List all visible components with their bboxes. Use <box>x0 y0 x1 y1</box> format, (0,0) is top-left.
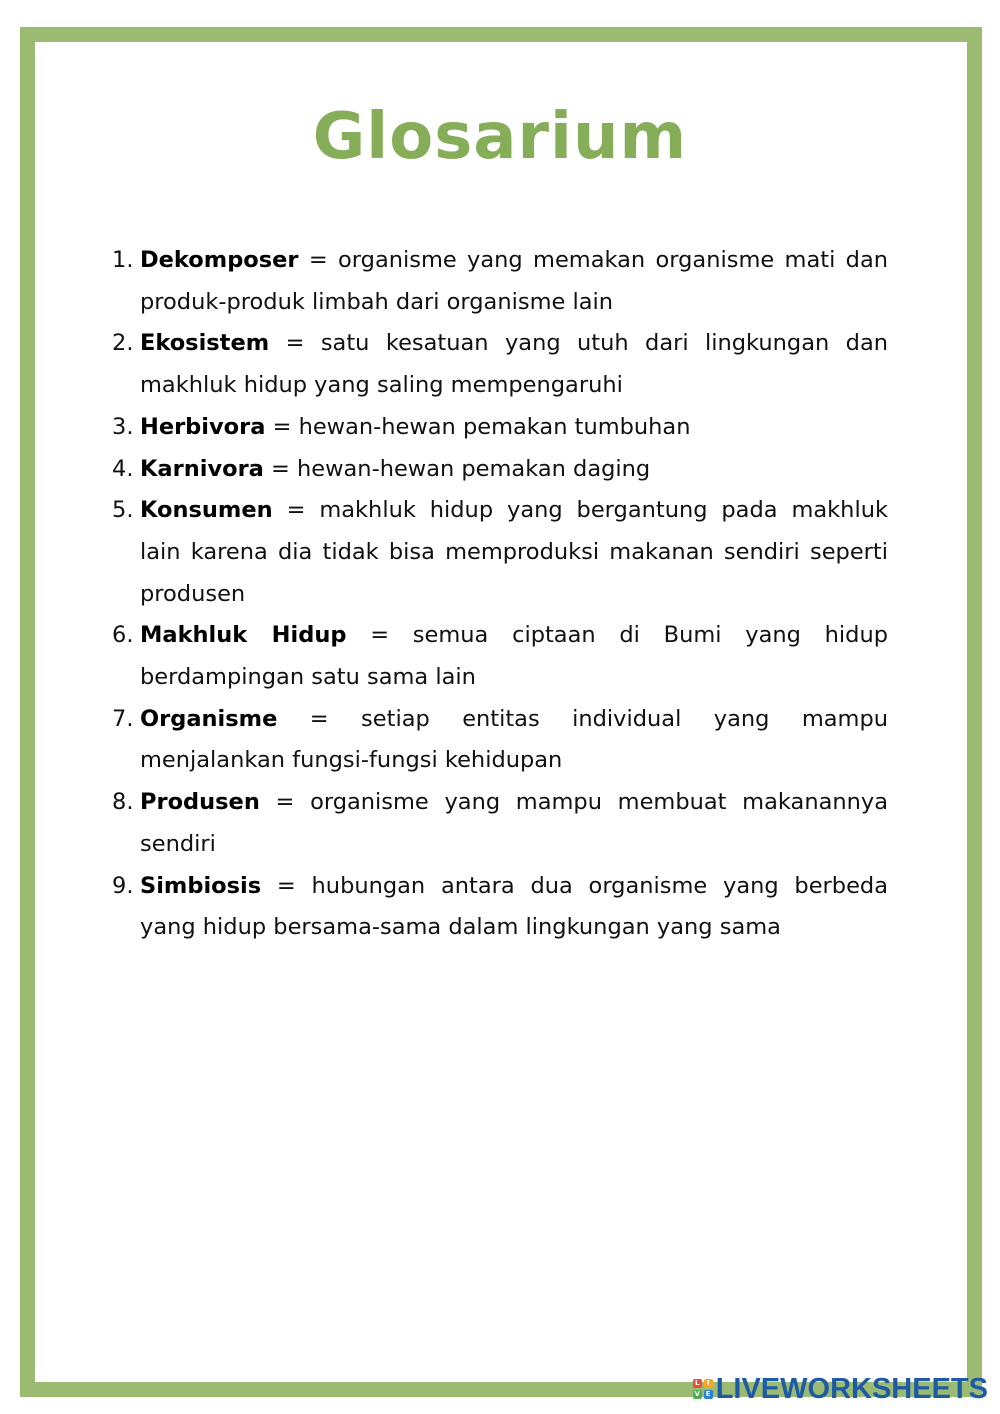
item-definition: = organisme yang memakan organisme mati dan produk-produk limbah dari organisme lain <box>140 247 888 315</box>
item-definition: = makhluk hidup yang bergantung pada makhluk lain karena dia tidak bisa memproduksi makanan sendiri seperti produsen <box>140 497 888 607</box>
item-number: 7. <box>112 705 134 732</box>
glossary-item <box>112 490 888 615</box>
glossary-item <box>112 407 888 449</box>
item-definition: = satu kesatuan yang utuh dari lingkungan dan makhluk hidup yang saling mempengaruhi <box>140 330 888 399</box>
item-number: 2. <box>112 330 134 357</box>
logo-letter: V <box>694 1390 700 1398</box>
item-number: 9. <box>112 872 134 899</box>
glossary-item <box>112 782 888 865</box>
watermark-text: LIVEWORKSHEETS <box>715 1372 988 1405</box>
item-definition: = hubungan antara dua organisme yang berbeda yang hidup bersama-sama dalam lingkungan yang sama <box>140 872 888 941</box>
item-term: Simbiosis <box>140 872 262 899</box>
logo-letter: E <box>704 1390 713 1399</box>
item-number: 3. <box>112 413 134 440</box>
item-term: Makhluk Hidup <box>140 622 347 649</box>
item-definition: = setiap entitas individual yang mampu menjalankan fungsi-fungsi kehidupan <box>140 705 888 774</box>
item-definition: = semua ciptaan di Bumi yang hidup berdampingan satu sama lain <box>140 622 888 691</box>
item-term: Konsumen <box>140 497 273 524</box>
item-term: Dekomposer <box>140 247 299 273</box>
logo-letter: I <box>704 1379 713 1388</box>
logo-letter: L <box>693 1379 702 1388</box>
glossary-item <box>112 699 888 782</box>
item-number: 5. <box>112 497 134 524</box>
liveworksheets-watermark-link[interactable] <box>693 1374 988 1404</box>
item-term: Herbivora <box>140 413 266 440</box>
page-title: Glosarium <box>312 100 688 174</box>
item-term: Ekosistem <box>140 330 270 357</box>
glossary-item <box>112 615 888 698</box>
item-definition: = hewan-hewan pemakan daging <box>263 455 651 482</box>
glossary-item <box>112 866 888 949</box>
item-number: 6. <box>112 622 134 649</box>
liveworksheets-logo-icon <box>693 1379 713 1399</box>
item-number: 1. <box>112 247 134 273</box>
item-term: Organisme <box>140 705 278 732</box>
item-definition: = hewan-hewan pemakan tumbuhan <box>265 413 691 440</box>
item-term: Karnivora <box>140 455 264 482</box>
item-term: Produsen <box>140 789 260 816</box>
glossary-item <box>112 449 888 491</box>
item-number: 8. <box>112 789 134 816</box>
item-definition: = organisme yang mampu membuat makanannya sendiri <box>140 789 888 857</box>
glossary-item <box>112 323 888 406</box>
glossary-list <box>112 240 888 949</box>
glossary-item <box>112 240 888 323</box>
item-number: 4. <box>112 455 134 482</box>
